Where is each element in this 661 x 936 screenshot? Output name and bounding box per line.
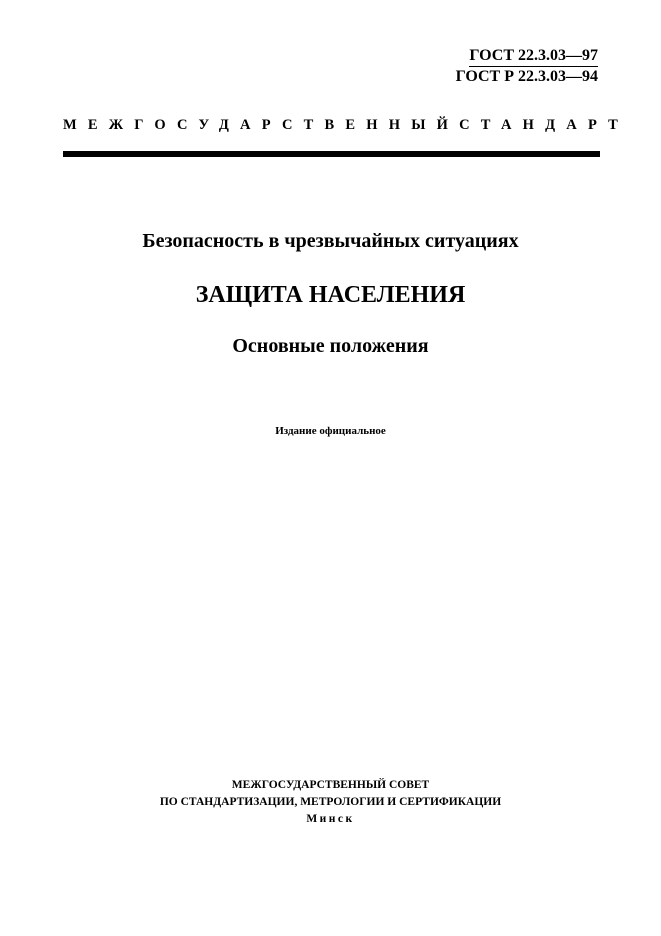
edition-note: Издание официальное <box>275 425 386 437</box>
publisher-block <box>0 777 661 828</box>
gost-code-primary: ГОСТ 22.3.03—97 <box>469 47 598 67</box>
publisher-line-1: МЕЖГОСУДАРСТВЕННЫЙ СОВЕТ <box>231 779 430 791</box>
header-divider <box>63 151 600 157</box>
gost-designation <box>456 47 598 86</box>
publisher-line-2: ПО СТАНДАРТИЗАЦИИ, МЕТРОЛОГИИ И СЕРТИФИКАЦИИ <box>159 796 502 808</box>
publisher-city: Минск <box>306 813 355 825</box>
document-subtitle: Основные положения <box>232 335 429 357</box>
gost-code-secondary: ГОСТ Р 22.3.03—94 <box>455 68 598 85</box>
standard-type-heading <box>63 117 630 134</box>
document-subject: Безопасность в чрезвычайных ситуациях <box>142 230 519 252</box>
document-title: ЗАЩИТА НАСЕЛЕНИЯ <box>195 282 466 308</box>
standard-type-word-interstate: МЕЖГОСУДАРСТВЕННЫЙ <box>63 117 460 133</box>
standard-type-word-standard: СТАНДАРТ <box>459 117 630 133</box>
